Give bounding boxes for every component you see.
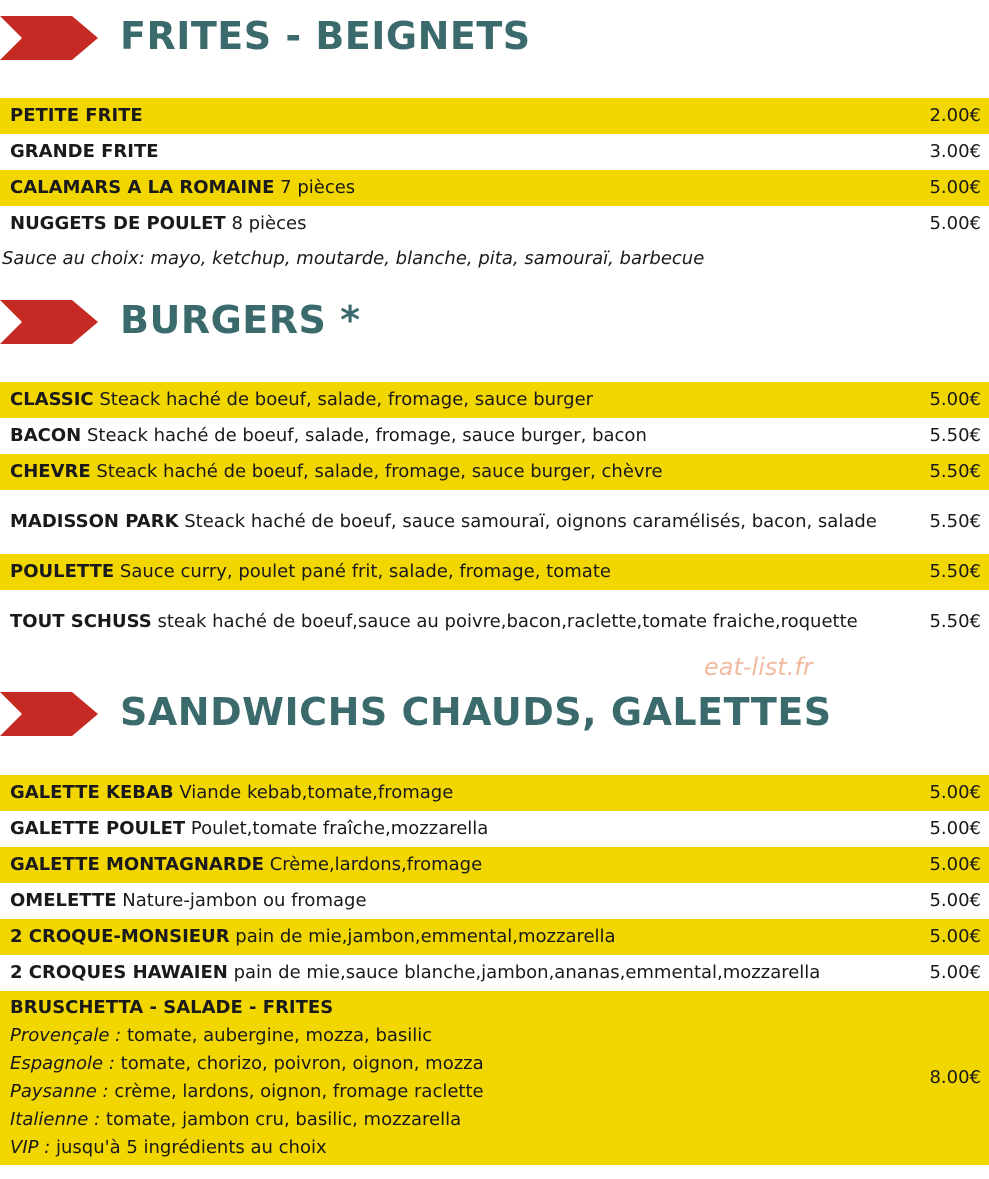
bruschetta-option — [10, 1106, 881, 1134]
item-price: 5.00€ — [929, 177, 981, 198]
menu-row — [0, 847, 989, 883]
item-name: GALETTE KEBAB — [10, 782, 174, 803]
item-name: GRANDE FRITE — [10, 141, 159, 162]
menu-row — [0, 490, 989, 554]
menu-row — [0, 775, 989, 811]
option-text: tomate, chorizo, poivron, oignon, mozza — [120, 1053, 484, 1074]
section-title: BURGERS * — [120, 298, 361, 342]
section-header-sandwichs — [0, 684, 989, 744]
option-text: jusqu'à 5 ingrédients au choix — [56, 1137, 327, 1158]
bruschetta-option — [10, 1050, 881, 1078]
item-description: Crème,lardons,fromage — [269, 854, 483, 875]
item-price: 5.00€ — [929, 890, 981, 911]
menu-row — [0, 883, 989, 919]
item-price: 5.00€ — [929, 213, 981, 234]
item-description: 8 pièces — [231, 213, 307, 234]
menu-row — [0, 811, 989, 847]
item-name: 2 CROQUES HAWAIEN — [10, 962, 228, 983]
bruschetta-option — [10, 1078, 881, 1106]
menu-row — [0, 919, 989, 955]
menu-table-burgers — [0, 382, 989, 654]
option-text: tomate, jambon cru, basilic, mozzarella — [105, 1109, 462, 1130]
item-description: Sauce curry, poulet pané frit, salade, fromage, tomate — [119, 561, 611, 582]
menu-row — [0, 418, 989, 454]
red-arrow-banner-icon — [0, 292, 100, 346]
option-text: tomate, aubergine, mozza, basilic — [126, 1025, 433, 1046]
option-label: VIP : — [10, 1137, 51, 1158]
item-name: CLASSIC — [10, 389, 94, 410]
item-name: TOUT SCHUSS — [10, 611, 152, 632]
red-arrow-banner-icon — [0, 8, 100, 62]
item-name: CALAMARS A LA ROMAINE — [10, 177, 275, 198]
bruschetta-option — [10, 1134, 881, 1162]
menu-row — [0, 454, 989, 490]
menu-table-frites — [0, 98, 989, 242]
item-price: 5.00€ — [929, 854, 981, 875]
item-price: 5.50€ — [929, 611, 981, 632]
item-name: NUGGETS DE POULET — [10, 213, 226, 234]
item-name: GALETTE MONTAGNARDE — [10, 854, 264, 875]
menu-row — [0, 554, 989, 590]
section-title: SANDWICHS CHAUDS, GALETTES — [120, 690, 832, 734]
watermark: eat-list.fr — [704, 653, 813, 681]
item-name: BACON — [10, 425, 82, 446]
menu-row — [0, 382, 989, 418]
menu-row — [0, 955, 989, 991]
section-header-burgers — [0, 292, 989, 352]
item-name: 2 CROQUE-MONSIEUR — [10, 926, 230, 947]
item-description: Steack haché de boeuf, sauce samouraï, oignons caramélisés, bacon, salade — [184, 511, 877, 532]
menu-row — [0, 170, 989, 206]
item-name: POULETTE — [10, 561, 115, 582]
option-label: Italienne : — [10, 1109, 101, 1130]
item-price: 5.00€ — [929, 962, 981, 983]
item-description: 7 pièces — [280, 177, 356, 198]
sauce-note: Sauce au choix: mayo, ketchup, moutarde, blanche, pita, samouraï, barbecue — [2, 248, 705, 269]
item-price: 5.00€ — [929, 818, 981, 839]
option-label: Paysanne : — [10, 1081, 109, 1102]
item-price: 2.00€ — [929, 105, 981, 126]
item-name: GALETTE POULET — [10, 818, 186, 839]
item-name: MADISSON PARK — [10, 511, 179, 532]
item-description: pain de mie,jambon,emmental,mozzarella — [235, 926, 616, 947]
item-description: Steack haché de boeuf, salade, fromage, sauce burger, chèvre — [96, 461, 663, 482]
item-name: CHEVRE — [10, 461, 91, 482]
item-description: Steack haché de boeuf, salade, fromage, sauce burger — [99, 389, 594, 410]
menu-row — [0, 206, 989, 242]
item-description: steak haché de boeuf,sauce au poivre,bacon,raclette,tomate fraiche,roquette — [157, 611, 858, 632]
menu-row — [0, 590, 989, 654]
item-name: PETITE FRITE — [10, 105, 143, 126]
item-price: 8.00€ — [929, 1067, 981, 1088]
item-description: Viande kebab,tomate,fromage — [179, 782, 454, 803]
menu-table-sandwichs — [0, 775, 989, 1165]
item-price: 3.00€ — [929, 141, 981, 162]
section-header-frites — [0, 8, 989, 68]
item-description: pain de mie,sauce blanche,jambon,ananas,emmental,mozzarella — [233, 962, 821, 983]
item-name: BRUSCHETTA - SALADE - FRITES — [10, 997, 334, 1018]
item-price: 5.00€ — [929, 926, 981, 947]
item-description: Steack haché de boeuf, salade, fromage, sauce burger, bacon — [86, 425, 647, 446]
menu-row — [0, 134, 989, 170]
item-price: 5.00€ — [929, 782, 981, 803]
section-title: FRITES - BEIGNETS — [120, 14, 531, 58]
red-arrow-banner-icon — [0, 684, 100, 738]
menu-row — [0, 98, 989, 134]
option-label: Espagnole : — [10, 1053, 115, 1074]
item-price: 5.50€ — [929, 461, 981, 482]
item-price: 5.50€ — [929, 425, 981, 446]
menu-row-bruschetta — [0, 991, 989, 1165]
item-description: Nature-jambon ou fromage — [122, 890, 367, 911]
item-description: Poulet,tomate fraîche,mozzarella — [190, 818, 489, 839]
bruschetta-option — [10, 1022, 881, 1050]
item-name: OMELETTE — [10, 890, 117, 911]
item-price: 5.50€ — [929, 561, 981, 582]
option-text: crème, lardons, oignon, fromage raclette — [114, 1081, 484, 1102]
item-price: 5.50€ — [929, 511, 981, 532]
item-price: 5.00€ — [929, 389, 981, 410]
option-label: Provençale : — [10, 1025, 122, 1046]
